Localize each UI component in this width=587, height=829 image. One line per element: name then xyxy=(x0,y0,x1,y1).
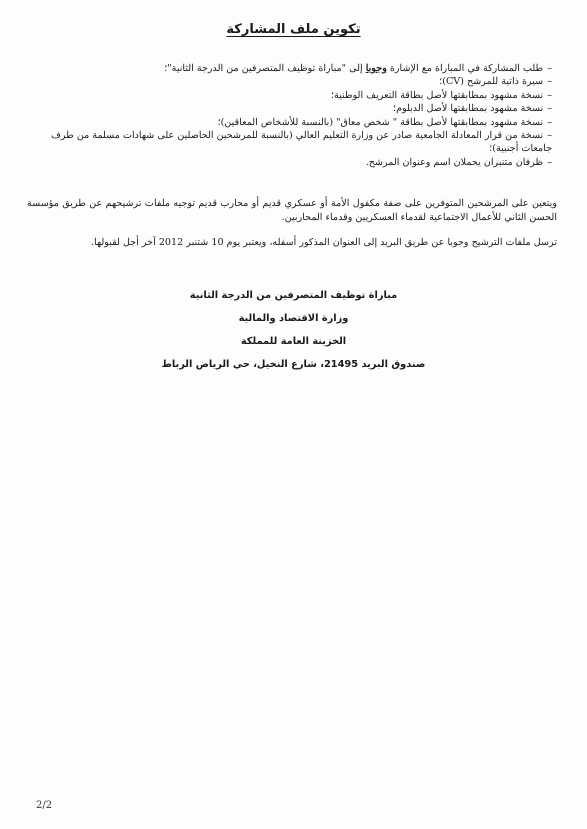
address-line-treasury: الخزينة العامة للمملكة xyxy=(240,336,347,347)
section-title: تكوين ملف المشاركة xyxy=(226,22,361,37)
list-dash: – xyxy=(547,63,552,74)
list-dash: – xyxy=(547,103,552,115)
requirement-item: –نسخة من قرار المعادلة الجامعية صادر عن وزارة التعليم العالي (بالنسبة للمرشحين الحاصلين على شهادات مسلمة من طرف جامعات أجنبية)؛ xyxy=(50,130,552,155)
address-line-competition: مباراة توظيف المتصرفين من الدرجة الثانية xyxy=(189,290,398,301)
deadline-paragraph: ترسل ملفات الترشيح وجوبا عن طريق البريد إلى العنوان المذكور أسفله، ويعتبر يوم 10 شتنبر 2012 آخر أجل لقبولها. xyxy=(90,237,557,248)
list-dash: – xyxy=(547,116,552,128)
requirement-item: –نسخة مشهود بمطابقتها لأصل الدبلوم؛ xyxy=(393,103,552,115)
address-line-ministry: وزارة الاقتصاد والمالية xyxy=(238,313,349,324)
requirement-item: –نسخة مشهود بمطابقتها لأصل بطاقة التعريف الوطنية؛ xyxy=(330,89,552,101)
list-dash: – xyxy=(547,130,552,142)
requirements-list xyxy=(32,62,552,169)
requirement-item: –ظرفان متنبران يحملان اسم وعنوان المرشح. xyxy=(365,156,552,168)
requirement-item: –سيرة ذاتية للمرشح (CV)؛ xyxy=(439,76,552,88)
requirement-item: –نسخة مشهود بمطابقتها لأصل بطاقة " شخص معاق" (بالنسبة للأشخاص المعاقين)؛ xyxy=(217,116,552,128)
page-number: 2/2 xyxy=(36,800,53,811)
list-dash: – xyxy=(547,156,552,168)
address-line-postbox: صندوق البريد 21495، شارع النخيل، حي الرياض الرباط xyxy=(161,359,426,370)
requirement-item: –طلب المشاركة في المباراة مع الإشارة وجوبا إلى "مباراة توظيف المتصرفين من الدرجة الثانية"؛ xyxy=(164,63,552,74)
veterans-paragraph: ويتعين على المرشحين المتوفرين على صفة مكفول الأمة أو عسكري قديم أو محارب قديم توجيه ملفات ترشيحهم عن طريق مؤسسة الحسن الثاني للأعمال الاجتماعية لقدماء العسكريين وقدماء المحاربين. xyxy=(27,198,557,223)
mailing-address xyxy=(0,284,587,376)
list-dash: – xyxy=(547,76,552,88)
list-dash: – xyxy=(547,89,552,101)
